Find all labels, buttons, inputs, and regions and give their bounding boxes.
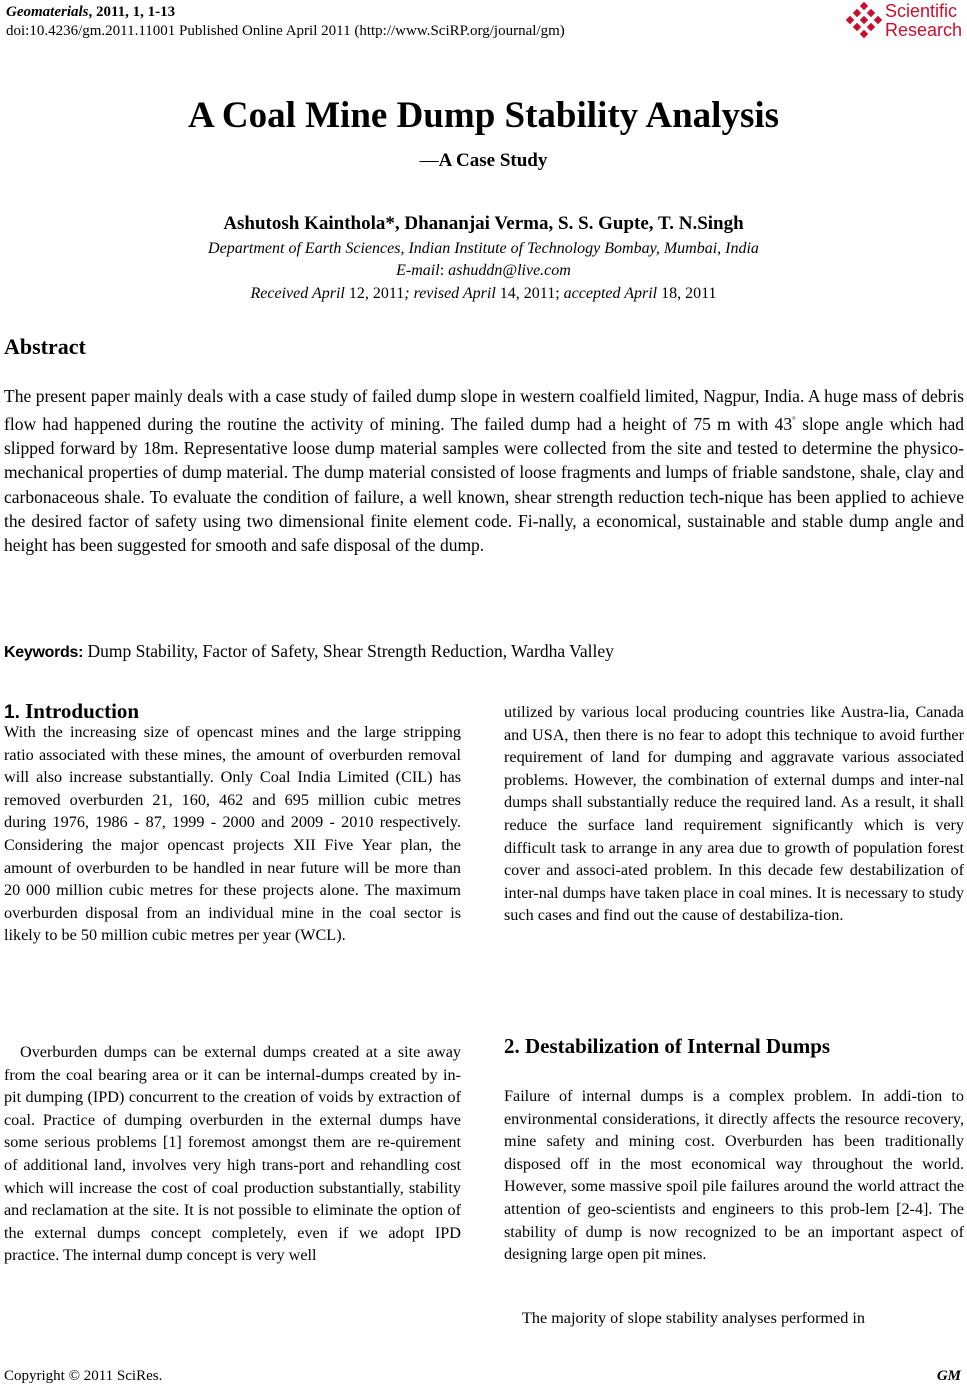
revised-date: 14, 2011; (495, 285, 564, 302)
intro-paragraph-1: With the increasing size of opencast mines and the large stripping ratio associated with these mines, the amount of overburden removal will also increase substantially. Only Coal India Limited (CIL) has removed overburden 21, 160, 462 and 695 million cubic metres during 1976, 1986 - 87, 1999 - 2000 and 2009 - 2010 respectively. Considering the major opencast projects XII Five Year plan, the amount of overburden to be handled in near future will be more than 20 000 million cubic metres for these projects alone. The maximum overburden disposal from an individual mine in the coal sector is likely to be 50 million cubic metres per year (WCL). (4, 723, 461, 945)
logo-text (885, 2, 962, 40)
subtitle-dash: — (419, 150, 439, 171)
section-2-paragraph-2: The majority of slope stability analyses performed in (522, 1309, 865, 1327)
received-label: Received April (250, 285, 345, 302)
journal-name: Geomaterials (6, 4, 89, 20)
paper-title: A Coal Mine Dump Stability Analysis (187, 95, 780, 136)
abstract-body (4, 384, 964, 557)
doi-line: doi:10.4236/gm.2011.11001 Published Online April 2011 (http://www.SciRP.org/journal/gm) (6, 23, 565, 39)
section-1-title: Introduction (19, 699, 140, 723)
affiliation: Department of Earth Sciences, Indian Institute of Technology Bombay, Mumbai, India (208, 240, 759, 257)
logo-line-2: Research (885, 20, 963, 40)
email-address[interactable]: ashuddn@live.com (448, 262, 571, 279)
accepted-label: accepted April (563, 285, 658, 302)
abstract-text-a: The present paper mainly deals with a case study of failed dump slope in western coalfield limited, Nagpur, India. A huge mass of debris flow had happened during the routine the activity of mining. The failed dump had a height of 75 m with 43 (4, 386, 964, 435)
keywords-list: Dump Stability, Factor of Safety, Shear Strength Reduction, Wardha Valley (83, 641, 614, 661)
keywords-label: Keywords: (4, 644, 84, 661)
logo-diamond-icon (845, 2, 883, 40)
email-line (0, 262, 967, 280)
journal-volume: , 2011, 1, 1-13 (88, 4, 176, 20)
accepted-date: 18, 2011 (657, 285, 717, 302)
keywords-line (4, 641, 614, 662)
received-dates (0, 285, 967, 303)
publisher-logo (845, 0, 963, 44)
degree-symbol: ° (792, 415, 796, 426)
author-list: Ashutosh Kainthola*, Dhananjai Verma, S. S. Gupte, T. N.Singh (223, 213, 744, 234)
section-2-heading: 2. Destabilization of Internal Dumps (504, 1034, 831, 1058)
abstract-heading: Abstract (4, 334, 86, 359)
revised-label: ; revised April (404, 285, 496, 302)
journal-abbreviation: GM (936, 1368, 961, 1384)
section-2-paragraph-1: Failure of internal dumps is a complex problem. In addi-tion to environmental considerations, it directly affects the resource recovery, mine safety and mining cost. Overburden has been traditionally disposed off in the most economical way throughout the world. However, some massive spoil pile failures around the world attract the attention of geo-scientists and engineers to this prob-lem [2-4]. The stability of dump is now recognized to be an important aspect of designing large open pit mines. (504, 1087, 964, 1264)
paper-subtitle (0, 150, 967, 172)
intro-paragraph-2: Overburden dumps can be external dumps created at a site away from the coal bearing area or it can be internal-dumps created by in-pit dumping (IPD) concurrent to the creation of voids by extraction of coal. Practice of dumping overburden in the external dumps have some serious problems [1] foremost amongst them are re-quirement of additional land, involves very high trans-port and rehandling cost which will increase the cost of coal production substantially, stability and reclamation at the site. It is not possible to eliminate the option of the external dumps concept completely, even if we adopt IPD practice. The internal dump concept is very well (4, 1043, 461, 1265)
subtitle-text: A Case Study (438, 150, 548, 171)
received-date: 12, 2011 (344, 285, 405, 302)
email-label: E-mail (396, 262, 440, 279)
section-1-number: 1. (4, 702, 20, 723)
journal-citation (6, 4, 175, 21)
logo-line-1: Scientific (885, 1, 958, 21)
copyright-notice: Copyright © 2011 SciRes. (4, 1368, 163, 1384)
email-separator: : (439, 262, 449, 279)
abstract-text-b: slope angle which had slipped forward by 18m. Representative loose dump material samples were collected from the site and tested to determine the physico-mechanical properties of dump material. The dump material consisted of loose fragments and lumps of friable sandstone, shale, clay and carbonaceous shale. To evaluate the condition of failure, a well known, shear strength reduction tech-nique has been applied to achieve the desired factor of safety using two dimensional finite element code. Fi-nally, a economical, sustainable and stable dump angle and height has been suggested for smooth and safe disposal of the dump. (4, 414, 964, 556)
intro-paragraph-3: utilized by various local producing countries like Austra-lia, Canada and USA, then there is no fear to adopt this technique to avoid further requirement of land for dumping and aggravate various associated problems. However, the combination of external dumps and inter-nal dumps shall substantially reduce the required land. As a result, it shall reduce the surface land requirement significantly which is very difficult task to arrange in any area due to growth of population forest cover and associ-ated problem. In this decade few destabilization of inter-nal dumps have taken place in coal mines. It is necessary to study such cases and find out the cause of destabiliza-tion. (504, 703, 964, 925)
